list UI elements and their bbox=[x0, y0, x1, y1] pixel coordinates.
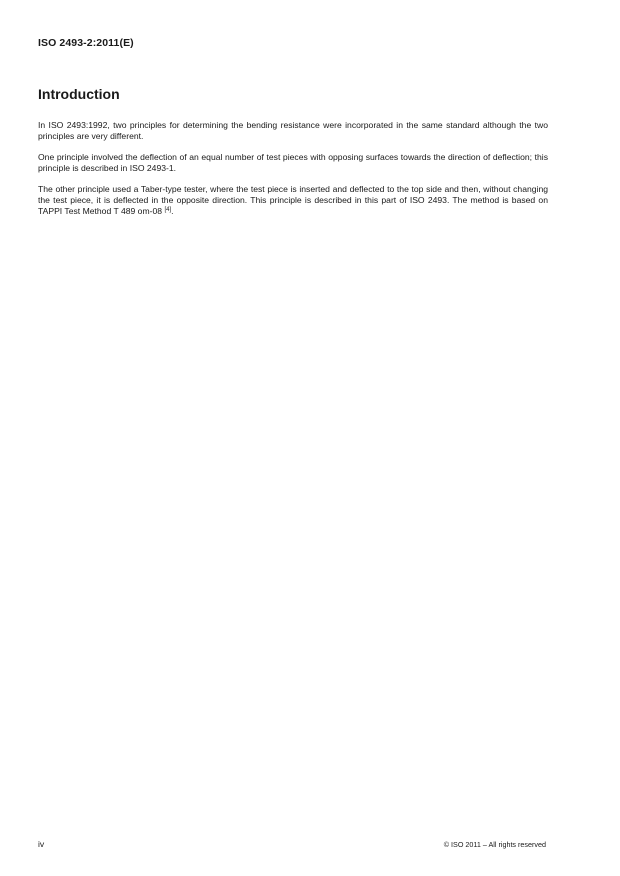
paragraph-1: In ISO 2493:1992, two principles for determining the bending resistance were incorporated in the same standard although the two principles are very different. bbox=[38, 120, 548, 141]
section-title: Introduction bbox=[38, 86, 120, 102]
paragraph-3-end: . bbox=[171, 206, 174, 216]
copyright-notice: © ISO 2011 – All rights reserved bbox=[443, 840, 546, 849]
paragraph-3-text: The other principle used a Taber-type tester, where the test piece is inserted and deflected to the top side and then, without changing the test piece, it is deflected in the opposite direction. This principle is described in this part of ISO 2493. The method is based on TAPPI Test Method T 489 om-08 bbox=[38, 184, 548, 216]
paragraph-3 bbox=[38, 184, 548, 217]
introduction-body bbox=[38, 120, 548, 227]
document-header bbox=[38, 37, 134, 49]
standard-identifier: ISO 2493-2:2011(E) bbox=[38, 37, 134, 49]
page-number: iv bbox=[38, 839, 45, 849]
paragraph-2: One principle involved the deflection of an equal number of test pieces with opposing surfaces towards the direction of deflection; this principle is described in ISO 2493-1. bbox=[38, 152, 548, 173]
reference-link[interactable]: [4] bbox=[164, 207, 172, 213]
